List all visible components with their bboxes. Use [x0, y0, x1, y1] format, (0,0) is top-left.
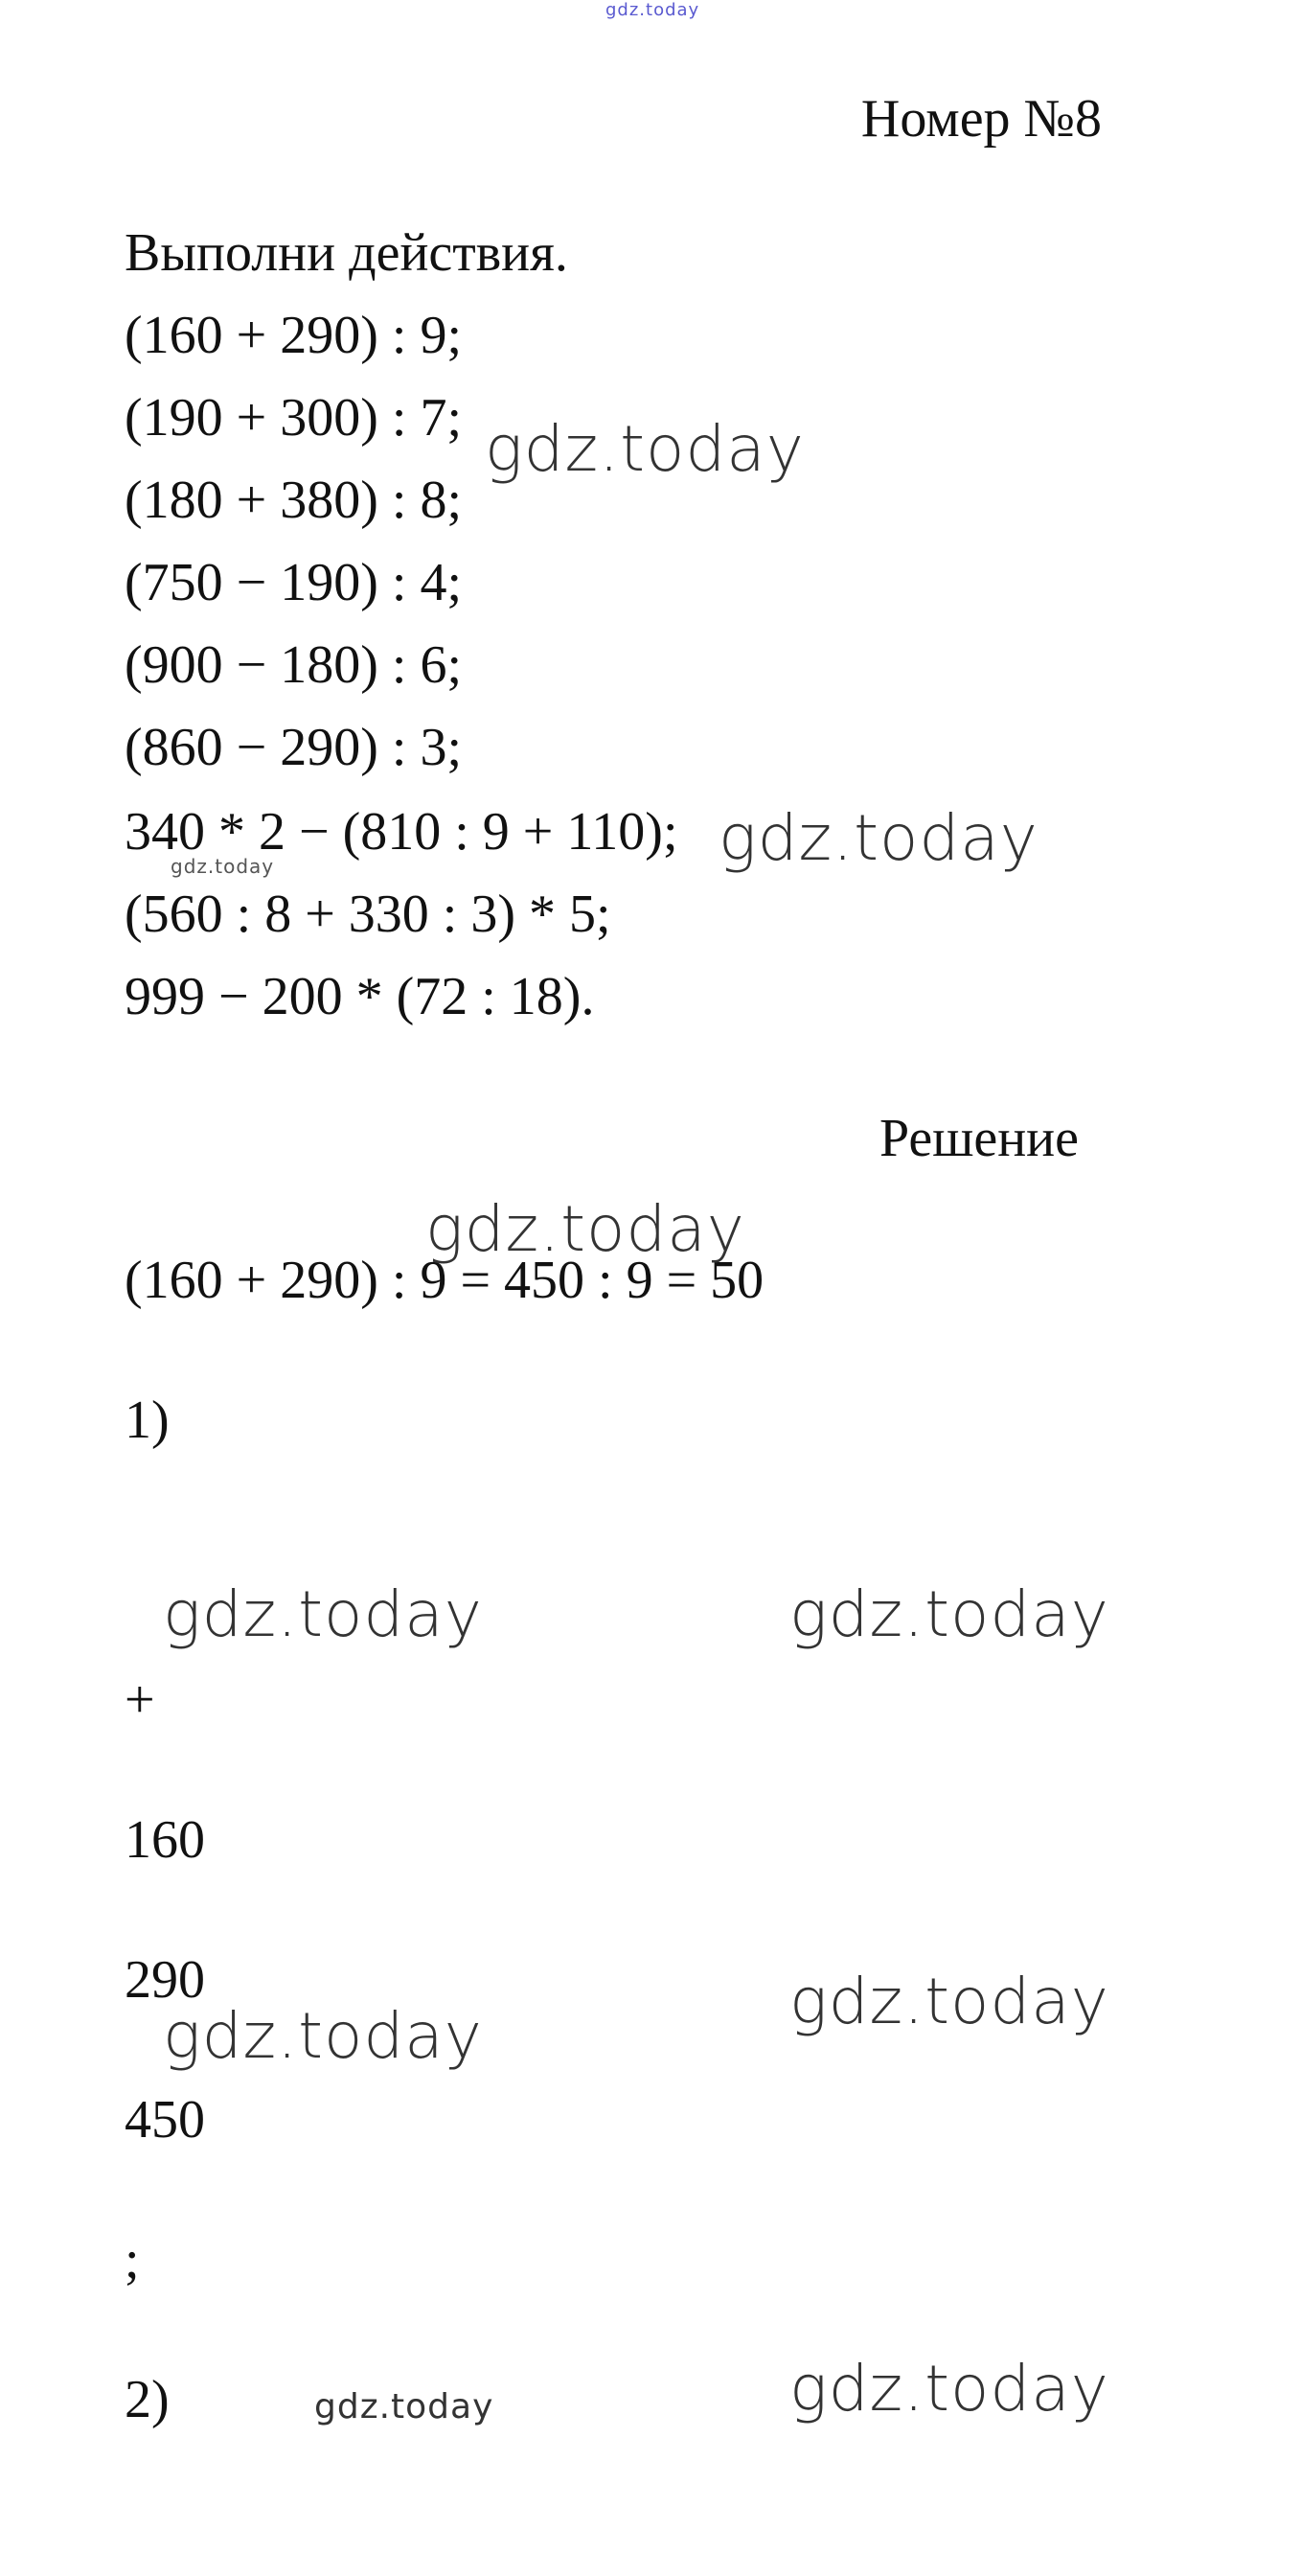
watermark: gdz.today [719, 801, 1039, 875]
step-1-label: 1) [125, 1391, 170, 1450]
expression-9: 999 − 200 * (72 : 18). [125, 967, 595, 1026]
watermark: gdz.today [171, 855, 275, 878]
expression-6: (860 − 290) : 3; [125, 718, 462, 777]
watermark: gdz.today [789, 1577, 1109, 1651]
expression-2: (190 + 300) : 7; [125, 388, 462, 448]
expression-8: (560 : 8 + 330 : 3) * 5; [125, 885, 611, 944]
step-2-label: 2) [125, 2370, 170, 2429]
watermark: gdz.today [163, 1999, 483, 2073]
watermark: gdz.today [425, 1192, 745, 1266]
solution-equation: (160 + 290) : 9 = 450 : 9 = 50 [125, 1251, 765, 1310]
column-semicolon: ; [125, 2230, 140, 2289]
watermark: gdz.today [789, 2352, 1109, 2426]
watermark: gdz.today [314, 2387, 494, 2426]
page-title: Номер №8 [860, 89, 1102, 149]
expression-1: (160 + 290) : 9; [125, 306, 462, 365]
column-plus-sign: + [125, 1670, 155, 1730]
solution-heading: Решение [879, 1109, 1079, 1168]
column-addend-1: 160 [125, 1810, 205, 1870]
watermark: gdz.today [789, 1965, 1109, 2038]
watermark: gdz.today [485, 412, 805, 486]
expression-4: (750 − 190) : 4; [125, 553, 462, 612]
site-mark: gdz.today [605, 0, 700, 20]
expression-7: 340 * 2 − (810 : 9 + 110); [125, 802, 678, 862]
task-instruction: Выполни действия. [125, 223, 568, 283]
column-addend-2: 290 [125, 1950, 205, 2010]
expression-3: (180 + 380) : 8; [125, 471, 462, 530]
expression-5: (900 − 180) : 6; [125, 635, 462, 695]
column-sum: 450 [125, 2090, 205, 2150]
watermark: gdz.today [163, 1577, 483, 1651]
